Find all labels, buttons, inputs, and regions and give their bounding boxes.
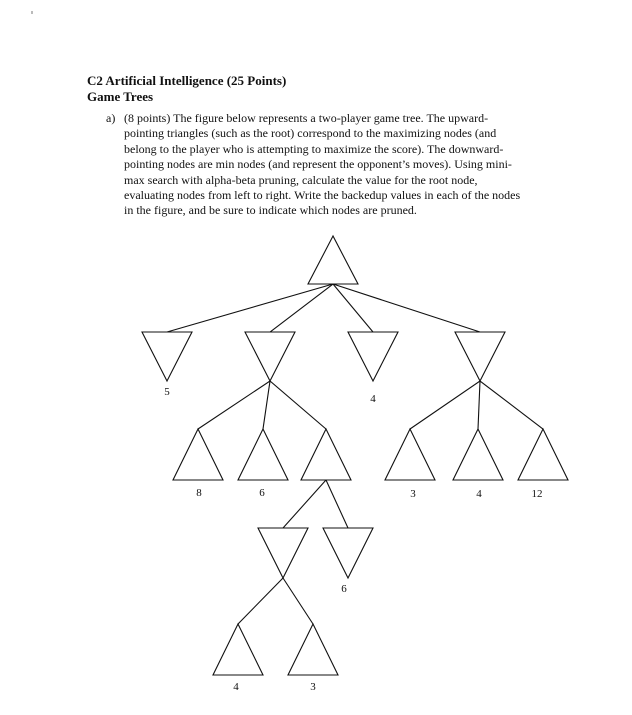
subtitle: Game Trees — [87, 89, 154, 104]
min-node-1 — [142, 332, 192, 381]
leaf-value: 4 — [233, 681, 239, 693]
leaf-value: 3 — [310, 681, 316, 693]
min-node-3 — [348, 332, 398, 381]
leaf-value: 5 — [164, 386, 170, 398]
leaf-value: 6 — [259, 487, 265, 499]
min-node-4 — [455, 332, 505, 381]
leaf-value: 4 — [476, 488, 482, 500]
min-node-6 — [323, 528, 373, 578]
max-node-7 — [213, 624, 263, 675]
tree-edges — [167, 284, 543, 624]
max-node-2 — [238, 429, 288, 480]
leaf-values — [164, 386, 542, 693]
max-node-6 — [518, 429, 568, 480]
leaf-value: 12 — [531, 488, 543, 500]
leaf-value: 3 — [410, 488, 416, 500]
min-node-5 — [258, 528, 308, 578]
min-node-2 — [245, 332, 295, 381]
question-text: (8 points) The figure below represents a two-player game tree. The upward-pointing triangles (such as the root) correspond to the maximizing nodes (and belong to the player who is attempting to maximize the score). The downward-pointing nodes are min nodes (and represent the opponent’s moves). Using mini-max search with alpha-beta pruning, calculate the value for the root node, evaluating nodes from left to right. Write the backedup values in each of the nodes in the figure, and be sure to indicate which nodes are pruned. — [124, 111, 521, 218]
leaf-value: 6 — [341, 583, 347, 595]
max-node-1 — [173, 429, 223, 480]
section-title: C2 Artificial Intelligence (25 Points) — [87, 73, 287, 88]
leaf-value: 8 — [196, 487, 202, 499]
max-node-8 — [288, 624, 338, 675]
max-node-3 — [301, 429, 351, 480]
root-max-node — [308, 236, 358, 284]
question-label: a) — [106, 111, 116, 125]
leaf-value: 4 — [370, 393, 376, 405]
max-node-5 — [453, 429, 503, 480]
max-node-4 — [385, 429, 435, 480]
